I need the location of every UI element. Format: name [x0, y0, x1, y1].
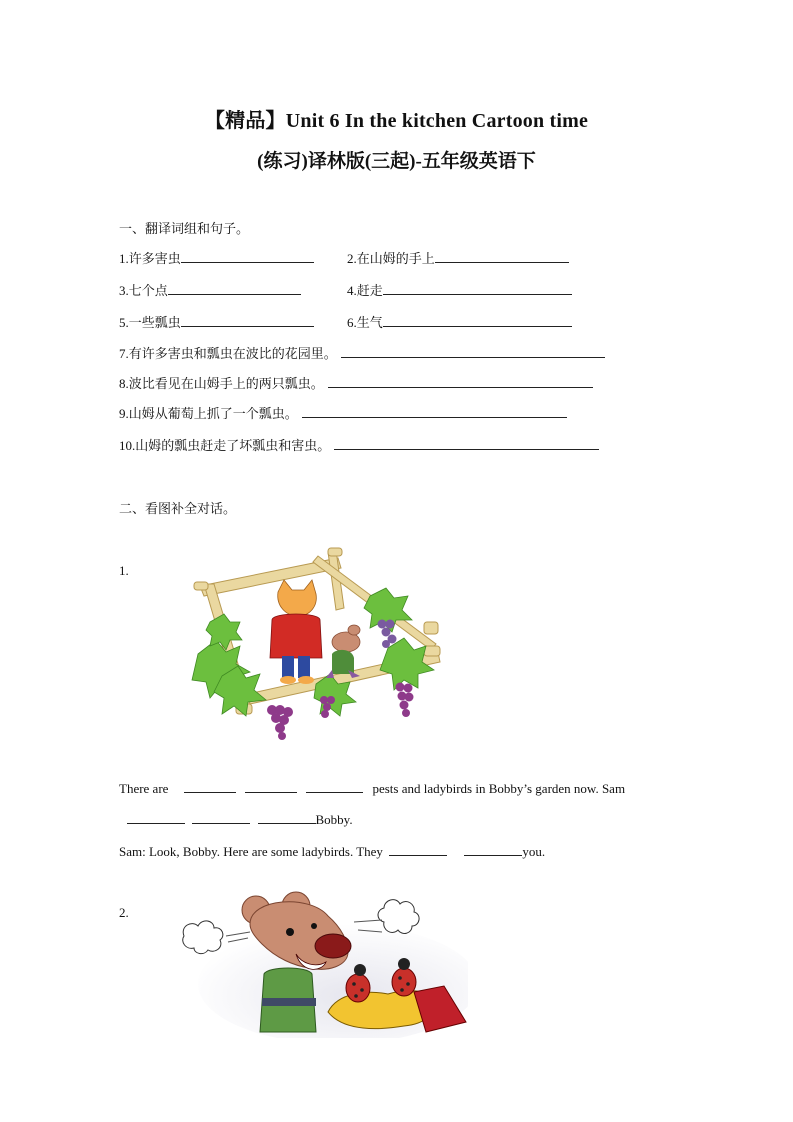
section2-heading: 二、看图补全对话。 — [119, 501, 237, 516]
q1-text-bobby: Bobby. — [315, 812, 353, 827]
page-title: 【精品】Unit 6 In the kitchen Cartoon time — [204, 110, 589, 132]
section1-heading: 一、翻译词组和句子。 — [119, 221, 250, 236]
q1-sentence-line1 — [119, 781, 674, 797]
question-number: 2. — [119, 905, 129, 920]
q1-text-start: There are — [119, 781, 169, 796]
answer-blank[interactable] — [184, 781, 236, 793]
answer-blank[interactable] — [181, 314, 314, 327]
answer-blank[interactable] — [328, 375, 593, 388]
answer-blank[interactable] — [464, 844, 522, 856]
answer-blank[interactable] — [192, 812, 250, 824]
phrase-item — [119, 282, 301, 299]
sentence-label: 10.山姆的瓢虫赶走了坏瓢虫和害虫。 — [119, 438, 331, 453]
answer-blank[interactable] — [341, 345, 605, 358]
phrase-label: 1.许多害虫 — [119, 251, 181, 266]
q1-dialogue-end: you. — [522, 844, 546, 859]
phrase-item — [347, 250, 569, 267]
phrase-label: 5.一些瓢虫 — [119, 315, 181, 330]
phrase-label: 2.在山姆的手上 — [347, 251, 435, 266]
answer-blank[interactable] — [258, 812, 316, 824]
answer-blank[interactable] — [127, 812, 185, 824]
answer-blank[interactable] — [389, 844, 447, 856]
phrase-label: 3.七个点 — [119, 283, 168, 298]
cartoon-image-angry-mouse — [178, 884, 468, 1038]
answer-blank[interactable] — [245, 781, 297, 793]
cat-character — [270, 580, 322, 684]
sentence-item — [119, 437, 599, 454]
answer-blank[interactable] — [334, 437, 599, 450]
phrase-item — [119, 314, 314, 331]
trellis-illustration — [188, 544, 450, 746]
q1-sentence-line3 — [119, 844, 545, 860]
answer-blank[interactable] — [435, 250, 569, 263]
phrase-item — [119, 250, 314, 267]
phrase-label: 6.生气 — [347, 315, 383, 330]
sentence-item — [119, 405, 567, 422]
cartoon-image-grape-trellis — [188, 544, 450, 746]
sentence-label: 8.波比看见在山姆手上的两只瓢虫。 — [119, 376, 324, 391]
angry-mouse-illustration — [178, 884, 468, 1038]
answer-blank[interactable] — [181, 250, 314, 263]
question-number: 1. — [119, 563, 129, 578]
answer-blank[interactable] — [168, 282, 301, 295]
answer-blank[interactable] — [306, 781, 363, 793]
q1-dialogue-start: Sam: Look, Bobby. Here are some ladybirds. They — [119, 844, 383, 859]
sentence-item — [119, 375, 593, 392]
sentence-label: 9.山姆从葡萄上抓了一个瓢虫。 — [119, 406, 298, 421]
phrase-label: 4.赶走 — [347, 283, 383, 298]
phrase-item — [347, 314, 572, 331]
answer-blank[interactable] — [302, 405, 567, 418]
phrase-item — [347, 282, 572, 299]
answer-blank[interactable] — [383, 314, 572, 327]
answer-blank[interactable] — [383, 282, 572, 295]
q1-sentence-line2 — [127, 812, 353, 828]
page-subtitle: (练习)译林版(三起)-五年级英语下 — [257, 151, 536, 172]
sentence-label: 7.有许多害虫和瓢虫在波比的花园里。 — [119, 346, 337, 361]
sentence-item — [119, 345, 605, 362]
q1-text-end: pests and ladybirds in Bobby’s garden now. Sam — [372, 781, 626, 796]
